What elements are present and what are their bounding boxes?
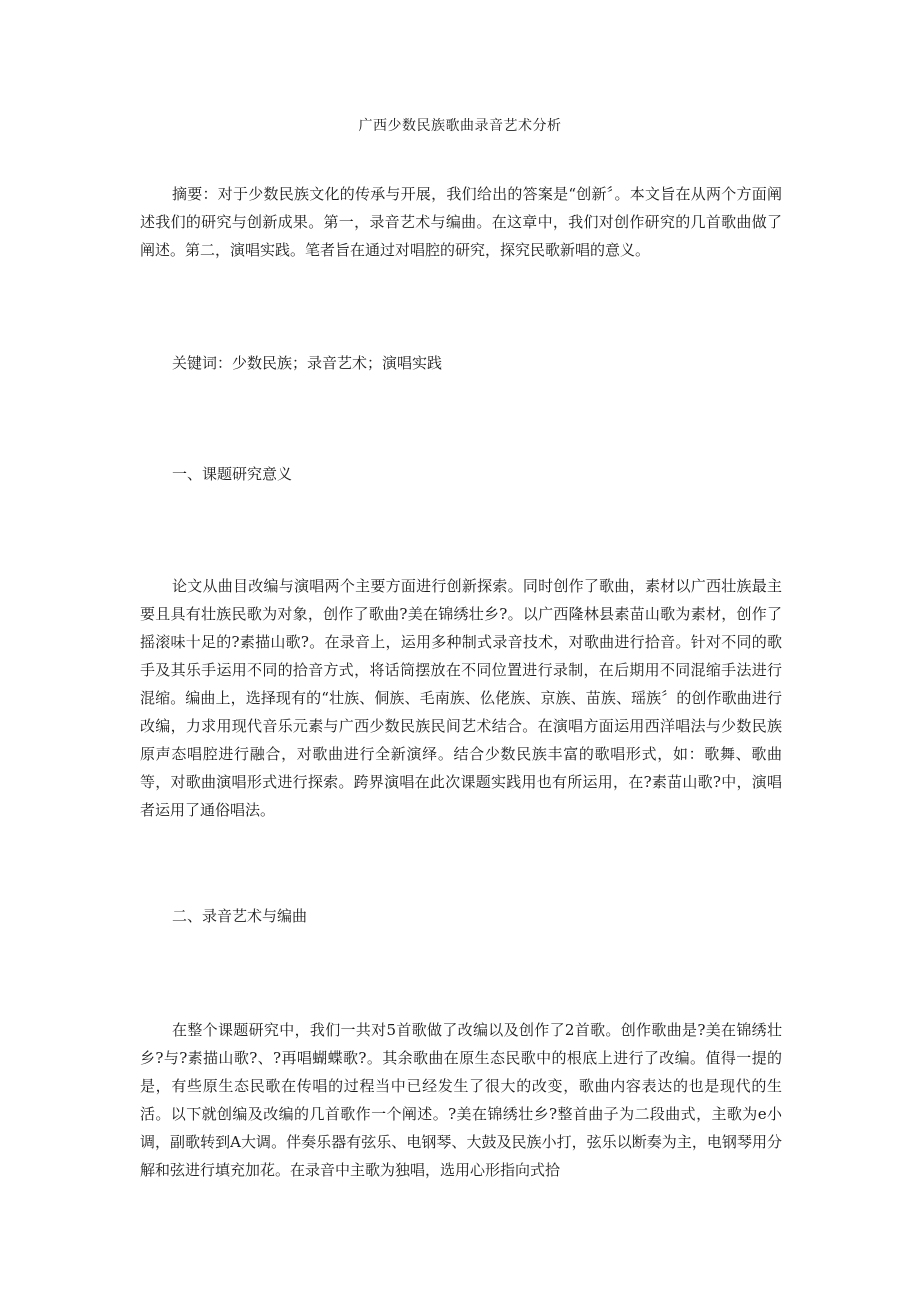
- section-1-heading: 一、课题研究意义: [172, 465, 293, 483]
- section-2-paragraph: 在整个课题研究中，我们一共对5首歌做了改编以及创作了2首歌。创作歌曲是?美在锦绣壮乡?与?素描山歌?、?再唱蝴蝶歌?。其余歌曲在原生态民歌中的根底上进行了改编。值得一提的是，有些原生态民歌在传唱的过程当中已经发生了很大的改变，歌曲内容表达的也是现代的生活。以下就创编及改编的几首歌作一个阐述。?美在锦绣壮乡?整首曲子为二段曲式，主歌为e小调，副歌转到A大调。伴奏乐器有弦乐、电钢琴、大鼓及民族小打，弦乐以断奏为主，电钢琴用分解和弦进行填充加花。在录音中主歌为独唱，选用心形指向式拾: [140, 1021, 782, 1179]
- keywords-line: 关键词：少数民族；录音艺术；演唱实践: [172, 354, 443, 372]
- section-2-heading: 二、录音艺术与编曲: [172, 907, 308, 925]
- section-1-paragraph: 论文从曲目改编与演唱两个主要方面进行创新探索。同时创作了歌曲，素材以广西壮族最主要且具有壮族民歌为对象，创作了歌曲?美在锦绣壮乡?。以广西隆林县素苗山歌为素材，创作了摇滚味十足的?素描山歌?。在录音上，运用多种制式录音技术，对歌曲进行拾音。针对不同的歌手及其乐手运用不同的拾音方式，将话筒摆放在不同位置进行录制，在后期用不同混缩手法进行混缩。编曲上，选择现有的“壮族、侗族、毛南族、仫佬族、京族、苗族、瑶族〞的创作歌曲进行改编，力求用现代音乐元素与广西少数民族民间艺术结合。在演唱方面运用西洋唱法与少数民族原声态唱腔进行融合，对歌曲进行全新演绎。结合少数民族丰富的歌唱形式，如：歌舞、歌曲等，对歌曲演唱形式进行探索。跨界演唱在此次课题实践用也有所运用，在?素苗山歌?中，演唱者运用了通俗唱法。: [140, 577, 782, 819]
- abstract-paragraph: 摘要：对于少数民族文化的传承与开展，我们给出的答案是“创新〞。本文旨在从两个方面阐述我们的研究与创新成果。第一，录音艺术与编曲。在这章中，我们对创作研究的几首歌曲做了阐述。第二，演唱实践。笔者旨在通过对唱腔的研究，探究民歌新唱的意义。: [140, 185, 782, 259]
- document-title: 广西少数民族歌曲录音艺术分析: [358, 118, 562, 134]
